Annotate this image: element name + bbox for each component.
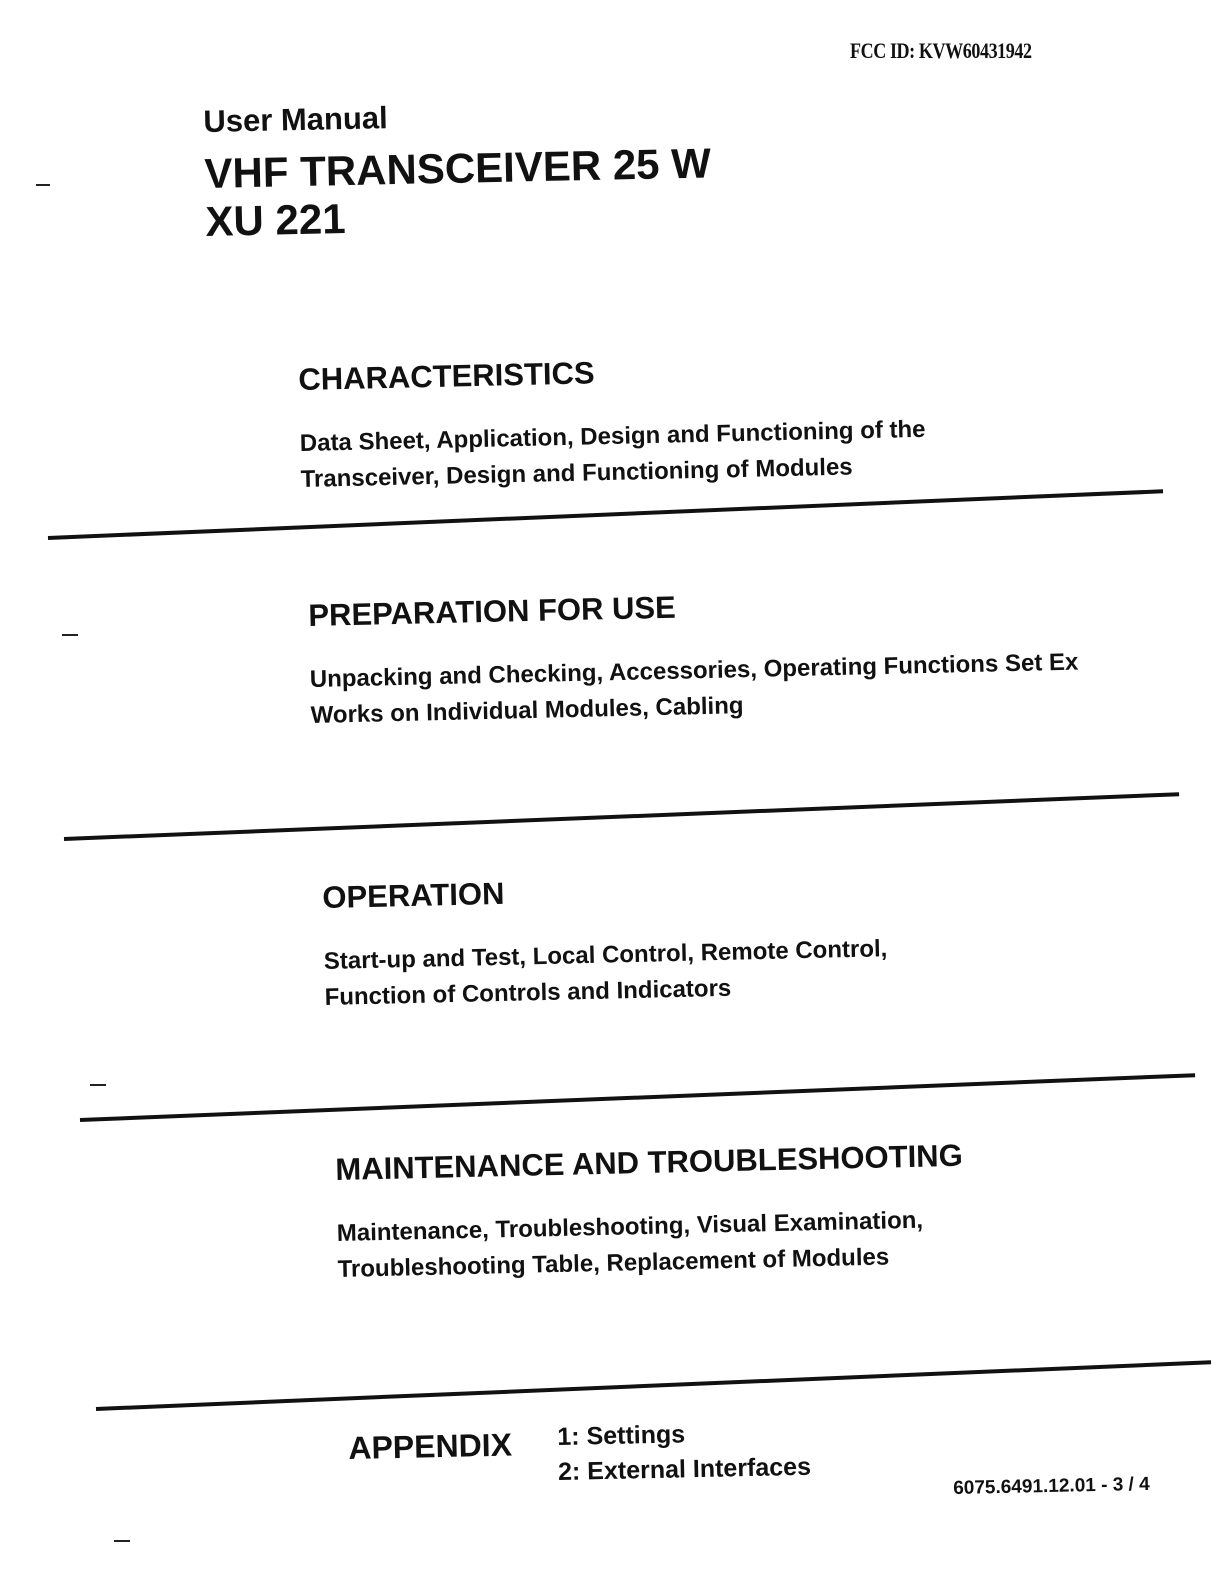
section-heading: PREPARATION FOR USE bbox=[308, 589, 677, 633]
divider-rule bbox=[96, 1360, 1211, 1411]
scan-mark bbox=[90, 1084, 106, 1086]
scan-mark bbox=[114, 1540, 130, 1542]
description-line: Function of Controls and Indicators bbox=[324, 974, 732, 1011]
divider-rule bbox=[80, 1073, 1195, 1122]
section-heading: OPERATION bbox=[322, 875, 505, 915]
description-line: Unpacking and Checking, Accessories, Operating Functions Set Ex bbox=[309, 648, 1079, 693]
fcc-id: FCC ID: KVW60431942 bbox=[850, 38, 1032, 63]
section-description bbox=[323, 931, 888, 1016]
section-description bbox=[309, 645, 1079, 734]
description-line: Troubleshooting Table, Replacement of Modules bbox=[337, 1243, 890, 1283]
section-heading: CHARACTERISTICS bbox=[298, 355, 595, 397]
appendix-item: 1: Settings bbox=[557, 1420, 686, 1451]
appendix-items bbox=[557, 1415, 811, 1490]
appendix-label: APPENDIX bbox=[348, 1426, 513, 1466]
divider-rule bbox=[64, 792, 1179, 841]
title-line-product: VHF TRANSCEIVER 25 W bbox=[204, 139, 712, 197]
scan-mark bbox=[62, 634, 78, 636]
description-line: Maintenance, Troubleshooting, Visual Examination, bbox=[336, 1206, 924, 1247]
section-heading: MAINTENANCE AND TROUBLESHOOTING bbox=[335, 1137, 964, 1187]
section-preparation-for-use bbox=[308, 581, 1080, 734]
title-line-model: XU 221 bbox=[205, 195, 347, 245]
description-line: Data Sheet, Application, Design and Functioning of the bbox=[299, 415, 926, 457]
document-number: 6075.6491.12.01 - 3 / 4 bbox=[953, 1473, 1150, 1499]
section-description bbox=[336, 1202, 965, 1288]
scan-mark bbox=[36, 184, 50, 186]
section-description bbox=[299, 412, 926, 498]
description-line: Start-up and Test, Local Control, Remote Control, bbox=[323, 935, 888, 975]
section-characteristics bbox=[298, 348, 927, 498]
section-operation bbox=[322, 867, 889, 1016]
description-line: Transceiver, Design and Functioning of Modules bbox=[300, 453, 853, 493]
document-title bbox=[204, 139, 712, 246]
document-type: User Manual bbox=[203, 100, 389, 139]
description-line: Works on Individual Modules, Cabling bbox=[310, 692, 744, 729]
divider-rule bbox=[48, 489, 1163, 540]
section-maintenance-and-troubleshooting bbox=[335, 1138, 965, 1288]
appendix-item: 2: External Interfaces bbox=[557, 1452, 812, 1486]
